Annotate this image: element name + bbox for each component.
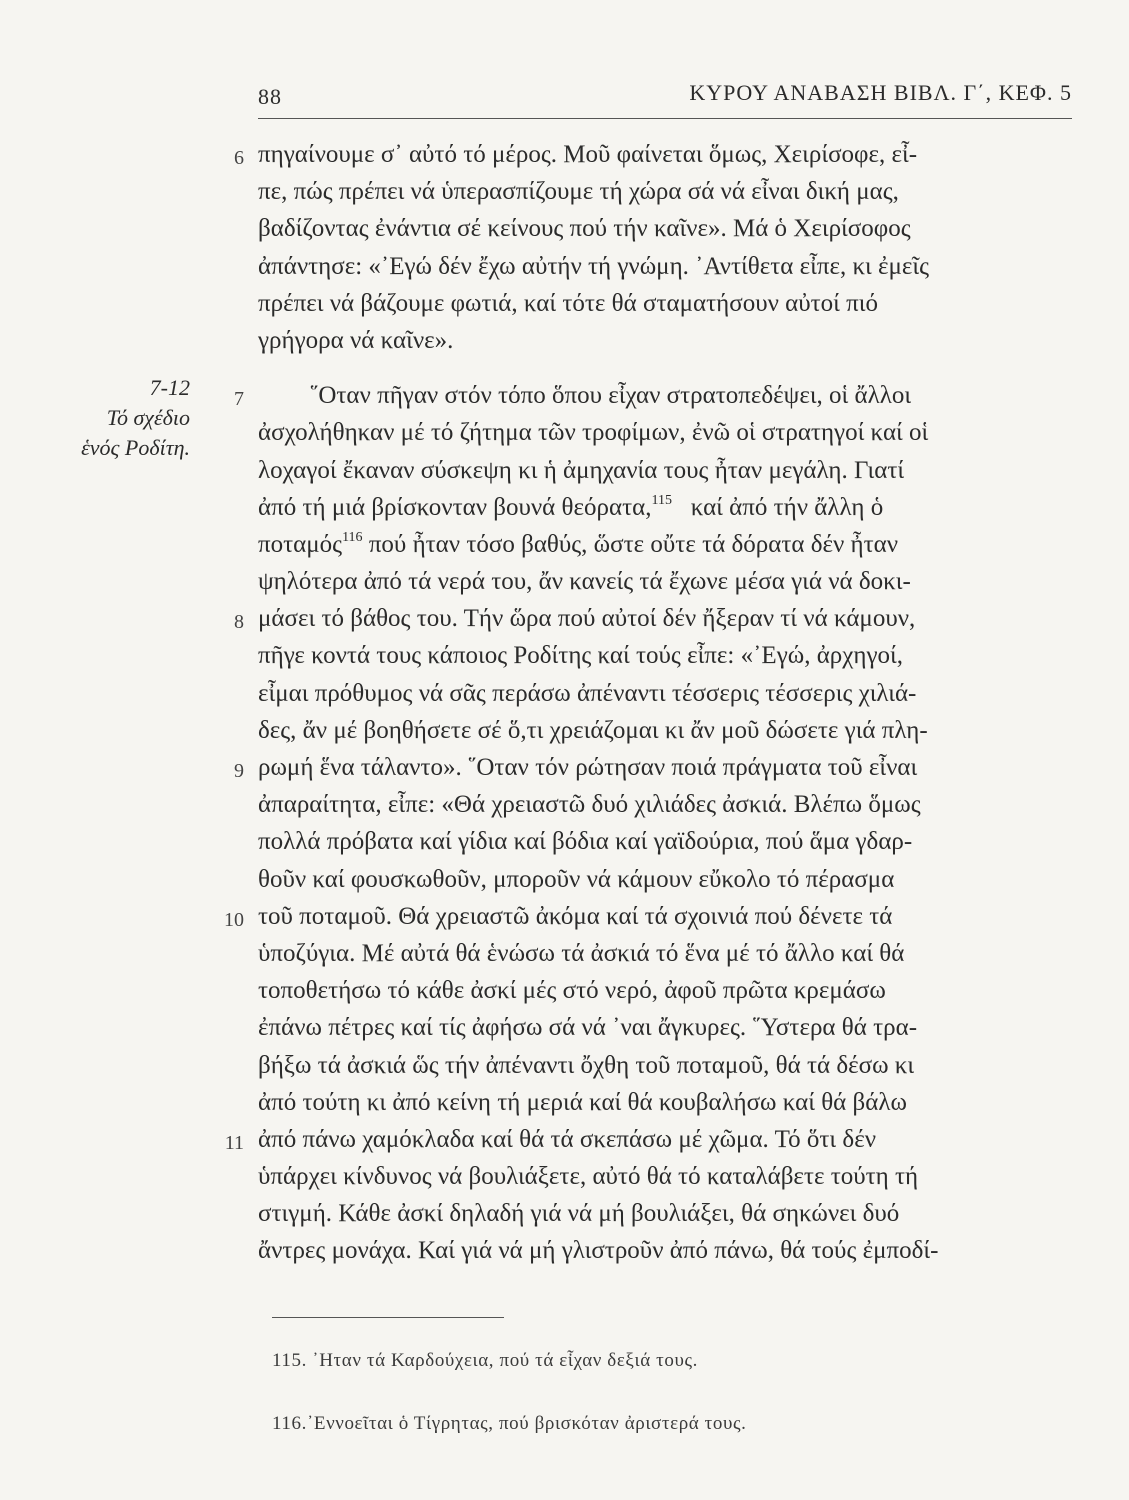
section-number: 7 xyxy=(234,388,244,411)
text-line: ἀπό τούτη κι ἀπό κείνη τή μεριά καί θά κουβαλήσω καί θά βάλω xyxy=(258,1088,907,1116)
text-line: ὑποζύγια. Μέ αὐτά θά ἑνώσω τά ἀσκιά τό ἕνα μέ τό ἄλλο καί θά xyxy=(258,939,905,967)
text-line: 7 ῞Οταν πῆγαν στόν τόπο ὅπου εἶχαν στρατοπεδέψει, οἱ ἄλλοι xyxy=(258,377,1088,414)
text-line: ἀπάντησε: «᾿Εγώ δέν ἔχω αὐτήν τή γνώμη. ᾿Αντίθετα εἶπε, κι ἐμεῖς xyxy=(258,252,930,280)
text-line: ποταμός$^{116}$ πού ἦταν τόσο βαθύς, ὥστε οὔτε τά δόρατα δέν ἦταν xyxy=(258,529,899,558)
text-line: πρέπει νά βάζουμε φωτιά, καί τότε θά σταματήσουν αὐτοί πιό xyxy=(258,289,878,317)
running-head xyxy=(258,78,1072,119)
section-number: 6 xyxy=(234,147,244,169)
text-line: γρήγορα νά καῖνε». xyxy=(258,326,454,354)
footnote-116: 116.᾿Εννοεῖται ὁ Τίγρητας, πού βρισκόταν ἀριστερά τους. xyxy=(272,1413,747,1434)
text-line: πῆγε κοντά τους κάποιος Ροδίτης καί τούς εἶπε: «᾿Εγώ, ἀρχηγοί, xyxy=(258,642,903,670)
text-line: ἐπάνω πέτρες καί τίς ἀφήσω σά νά ᾿ναι ἄγκυρες. ῞Υστερα θά τρα- xyxy=(258,1014,918,1042)
margin-note-title: Τό σχέδιο xyxy=(106,405,190,430)
text-line: δες, ἄν μέ βοηθήσετε σέ ὅ,τι χρειάζομαι κι ἄν μοῦ δώσετε γιά πλη- xyxy=(258,716,928,744)
text-line: εἶμαι πρόθυμος νά σᾶς περάσω ἀπέναντι τέσσερις τέσσερις χιλιά- xyxy=(258,679,917,707)
margin-note-range: 7-12 xyxy=(149,375,190,400)
margin-note-subtitle: ἑνός Ροδίτη. xyxy=(81,435,190,460)
text-line: ψηλότερα ἀπό τά νερά του, ἄν κανείς τά ἔχωνε μέσα γιά νά δοκι- xyxy=(258,568,911,596)
margin-note xyxy=(40,373,190,463)
text-line: ἀπαραίτητα, εἶπε: «Θά χρειαστῶ δυό χιλιάδες ἀσκιά. Βλέπω ὅμως xyxy=(258,791,921,819)
text-line: ὑπάρχει κίνδυνος νά βουλιάξετε, αὐτό θά τό καταλάβετε τούτη τή xyxy=(258,1163,919,1191)
text-line: 9 ρωμή ἕνα τάλαντο». ῞Οταν τόν ρώτησαν ποιά πράγματα τοῦ εἶναι xyxy=(258,749,1088,786)
text-line: ἄντρες μονάχα. Καί γιά νά μή γλιστροῦν ἀπό πάνω, θά τούς ἐμποδί- xyxy=(258,1237,939,1265)
section-number: 9 xyxy=(234,760,244,782)
footnote-115: 115. ᾿Ηταν τά Καρδούχεια, πού τά εἶχαν δεξιά τους. xyxy=(272,1350,698,1371)
footnote-ref-116[interactable]: 116 xyxy=(342,529,363,545)
text-line: θοῦν καί φουσκωθοῦν, μποροῦν νά κάμουν εὔκολο τό πέρασμα xyxy=(258,865,895,893)
text-line: ἀπό τή μιά βρίσκονταν βουνά θεόρατα,$^{115}$ καί ἀπό τήν ἄλλη ὁ xyxy=(258,492,884,521)
text-line: πε, πώς πρέπει νά ὑπερασπίζουμε τή χώρα σά νά εἶναι δική μας, xyxy=(258,178,899,206)
section-number: 8 xyxy=(234,611,244,634)
text-line: 11 ἀπό πάνω χαμόκλαδα καί θά τά σκεπάσω μέ χῶμα. Τό ὅτι δέν xyxy=(258,1121,1088,1158)
text-line: τοποθετήσω τό κάθε ἀσκί μές στό νερό, ἀφοῦ πρῶτα κρεμάσω xyxy=(258,977,886,1005)
footnote-divider xyxy=(272,1317,504,1318)
text-line: βαδίζοντας ἐνάντια σέ κείνους πού τήν καῖνε». Μά ὁ Χειρίσοφος xyxy=(258,215,911,243)
text-line: ἀσχολήθηκαν μέ τό ζήτημα τῶν τροφίμων, ἐνῶ οἱ στρατηγοί καί οἱ xyxy=(258,419,929,447)
text-line: 10 τοῦ ποταμοῦ. Θά χρειαστῶ ἀκόμα καί τά σχοινιά πού δένετε τά xyxy=(258,898,1088,935)
section-number: 10 xyxy=(224,908,244,931)
page-number: 88 xyxy=(258,84,282,109)
text-line: πολλά πρόβατα καί γίδια καί βόδια καί γαϊδούρια, πού ἅμα γδαρ- xyxy=(258,828,913,856)
text-line: 6 πηγαίνουμε σ᾿ αὐτό τό μέρος. Μοῦ φαίνεται ὅμως, Χειρίσοφε, εἶ- xyxy=(258,136,1088,173)
body-text xyxy=(224,136,1088,1270)
section-number: 11 xyxy=(224,1131,244,1154)
chapter-title: ΚΥΡΟΥ ΑΝΑΒΑΣΗ ΒΙΒΛ. Γ΄, ΚΕΦ. 5 xyxy=(689,80,1072,105)
text-line: 8 μάσει τό βάθος του. Τήν ὥρα πού αὐτοί δέν ἤξεραν τί νά κάμουν, xyxy=(258,600,1088,637)
text-line: λοχαγοί ἔκαναν σύσκεψη κι ἡ ἀμηχανία τους ἦταν μεγάλη. Γιατί xyxy=(258,456,905,484)
text-line: βήξω τά ἀσκιά ὥς τήν ἀπέναντι ὄχθη τοῦ ποταμοῦ, θά τά δέσω κι xyxy=(258,1051,915,1079)
text-line: στιγμή. Κάθε ἀσκί δηλαδή γιά νά μή βουλιάξει, θά σηκώνει δυό xyxy=(258,1200,900,1228)
footnote-ref-115[interactable]: 115 xyxy=(651,492,672,508)
